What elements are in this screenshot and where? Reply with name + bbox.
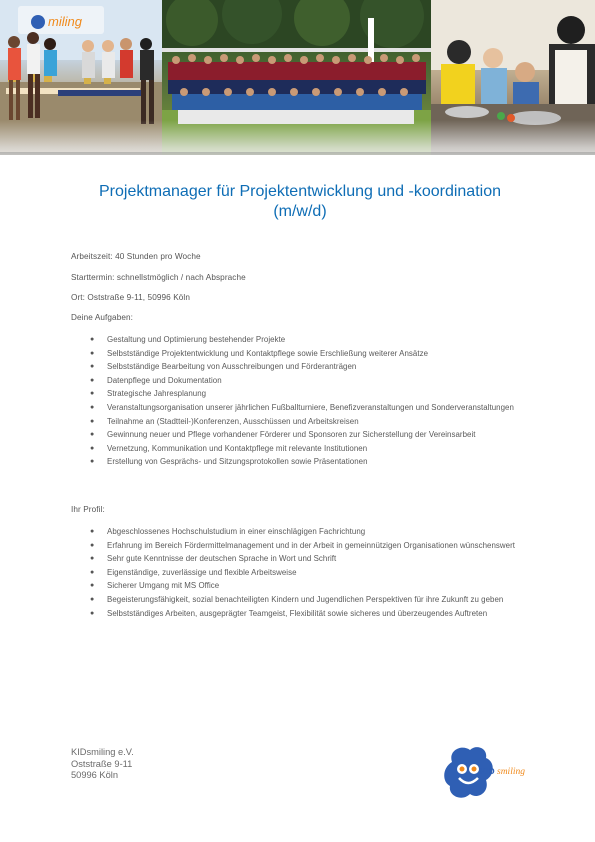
- bullet-icon: ●: [90, 595, 95, 603]
- list-item-text: Selbstständige Projektentwicklung und Kontaktpflege sowie Erschließung weiterer Ansätze: [107, 348, 429, 358]
- list-item: [71, 348, 532, 360]
- list-item-text: Gewinnung neuer und Pflege vorhandener Förderer und Sponsoren zur Sicherstellung der Vereinsarbeit: [107, 430, 476, 440]
- list-item-text: Teilnahme an (Stadtteil-)Konferenzen, Ausschüssen und Arbeitskreisen: [107, 416, 359, 426]
- working-hours: Arbeitszeit: 40 Stunden pro Woche: [71, 252, 201, 261]
- kidsmiling-logo-icon: [440, 740, 532, 808]
- list-item: [71, 443, 532, 455]
- bullet-icon: ●: [90, 390, 95, 398]
- list-item-text: Abgeschlossenes Hochschulstudium in einer einschlägigen Fachrichtung: [107, 527, 366, 536]
- bullet-icon: ●: [90, 349, 95, 357]
- list-item: [71, 580, 532, 592]
- list-item-text: Erstellung von Gesprächs- und Sitzungsprotokollen sowie Präsentationen: [107, 457, 368, 467]
- list-item-text: Datenpflege und Dokumentation: [107, 375, 222, 385]
- banner-fade: [0, 120, 595, 155]
- bullet-icon: ●: [90, 541, 95, 549]
- organization-address: [71, 747, 271, 782]
- list-item: [71, 429, 532, 441]
- organization-name: KIDsmiling e.V.: [71, 747, 134, 757]
- tasks-heading: Deine Aufgaben:: [71, 313, 134, 322]
- list-item-text: Erfahrung im Bereich Fördermittelmanagement und in der Arbeit in gemeinnützigen Organisationen wünschenswert: [107, 540, 516, 550]
- list-item-text: Selbstständige Bearbeitung von Ausschreibungen und Förderanträgen: [107, 362, 357, 372]
- list-item: [71, 567, 532, 579]
- profile-heading: Ihr Profil:: [71, 505, 105, 514]
- bullet-icon: ●: [90, 336, 95, 343]
- list-item: [71, 416, 532, 428]
- work-location: Ort: Oststraße 9-11, 50996 Köln: [71, 293, 190, 302]
- list-item-text: Sehr gute Kenntnisse der deutschen Sprache in Wort und Schrift: [107, 554, 337, 564]
- list-item: [71, 334, 532, 346]
- list-item: [71, 526, 532, 538]
- banner-logo-text: miling: [48, 14, 82, 29]
- list-item: [71, 553, 532, 565]
- bullet-icon: ●: [90, 444, 95, 452]
- list-item: [71, 375, 532, 387]
- list-item-text: Gestaltung und Optimierung bestehender Projekte: [107, 335, 286, 344]
- list-item: [71, 402, 532, 414]
- bullet-icon: ●: [90, 431, 95, 439]
- job-title: [60, 182, 540, 222]
- start-date: Starttermin: schnellstmöglich / nach Absprache: [71, 273, 246, 282]
- job-title-line2: (m/w/d): [273, 203, 327, 220]
- bullet-icon: ●: [90, 528, 95, 535]
- logo-text-smiling: smiling: [497, 767, 525, 777]
- list-item: [71, 540, 532, 552]
- list-item-text: Vernetzung, Kommunikation und Kontaktpflege mit relevante Institutionen: [107, 443, 368, 453]
- bullet-icon: ●: [90, 363, 95, 371]
- list-item: [71, 456, 532, 468]
- tasks-list: [71, 334, 532, 470]
- photo-banner: [0, 0, 595, 155]
- bullet-icon: ●: [90, 417, 95, 425]
- job-title-line1: Projektmanager für Projektentwicklung und -koordination: [99, 183, 501, 200]
- list-item: [71, 594, 532, 606]
- bullet-icon: ●: [90, 403, 95, 411]
- list-item-text: Sicherer Umgang mit MS Office: [107, 581, 220, 591]
- bullet-icon: ●: [90, 568, 95, 576]
- organization-street: Oststraße 9-11: [71, 758, 133, 769]
- list-item: [71, 388, 532, 400]
- logo-text-kid: KID: [480, 766, 495, 776]
- list-item-text: Strategische Jahresplanung: [107, 389, 207, 399]
- list-item-text: Eigenständige, zuverlässige und flexible Arbeitsweise: [107, 567, 297, 577]
- list-item-text: Veranstaltungsorganisation unserer jährlichen Fußballturniere, Benefizveranstaltungen und Sonderveranstaltungen: [107, 402, 514, 412]
- bullet-icon: ●: [90, 582, 95, 590]
- organization-city: 50996 Köln: [71, 770, 119, 780]
- kidsmiling-logo: [440, 740, 532, 808]
- list-item: [71, 608, 532, 620]
- list-item-text: Selbstständiges Arbeiten, ausgeprägter Teamgeist, Flexibilität sowie sicheres und überzeugendes Auftreten: [107, 608, 488, 618]
- profile-list: [71, 526, 532, 621]
- bullet-icon: ●: [90, 376, 95, 384]
- banner-shadow: [0, 152, 595, 155]
- bullet-icon: ●: [90, 609, 95, 617]
- bullet-icon: ●: [90, 458, 95, 466]
- list-item-text: Begeisterungsfähigkeit, sozial benachteiligten Kindern und Jugendlichen Perspektiven für ihre Zukunft zu geben: [107, 594, 504, 604]
- bullet-icon: ●: [90, 555, 95, 563]
- list-item: [71, 361, 532, 373]
